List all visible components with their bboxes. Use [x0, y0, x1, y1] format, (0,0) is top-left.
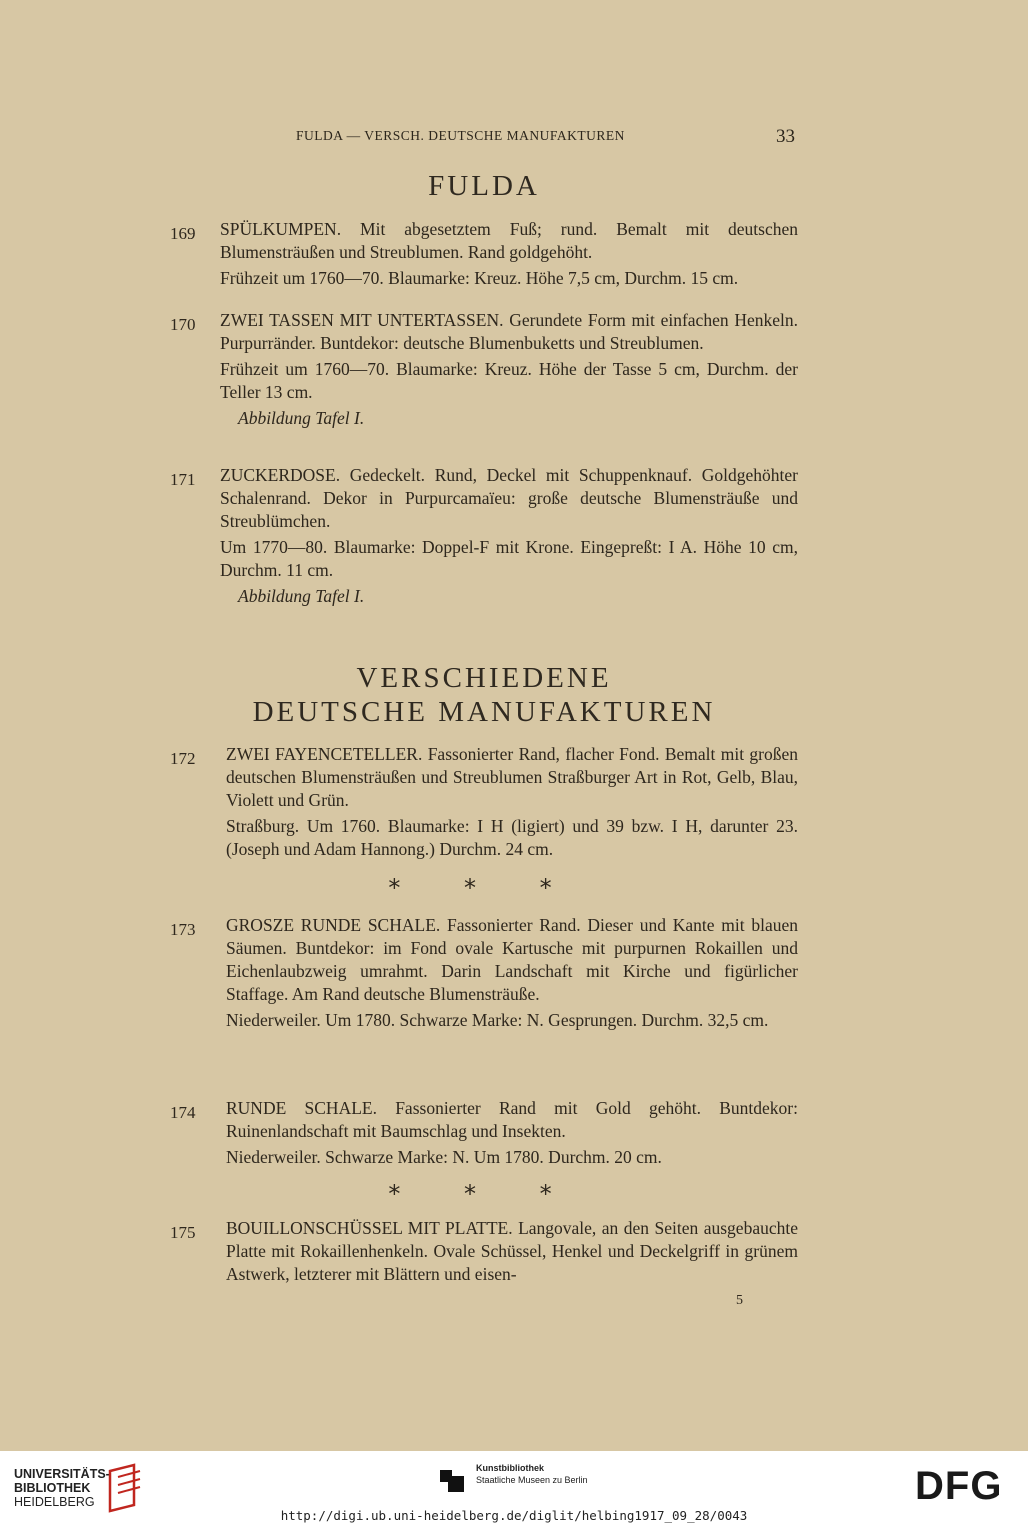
entry-description: SPÜLKUMPEN. Mit abgesetztem Fuß; rund. Bemalt mit deutschen Blumensträußen und Streublumen. Rand goldgehöht.: [220, 219, 798, 262]
catalog-entry: [170, 914, 798, 1032]
entry-details: Frühzeit um 1760—70. Blaumarke: Kreuz. Höhe 7,5 cm, Durchm. 15 cm.: [220, 268, 739, 288]
entry-description: ZWEI FAYENCETELLER. Fassonierter Rand, flacher Fond. Bemalt mit großen deutschen Blumensträußen und Streublumen Straßburger Art in Rot, Gelb, Blau, Violett und Grün.: [226, 744, 798, 810]
entry-illustration-note: Abbildung Tafel I.: [238, 408, 365, 428]
kb-line-1: Kunstbibliothek: [476, 1463, 544, 1473]
catalog-entry: [170, 743, 798, 861]
entry-details: Um 1770—80. Blaumarke: Doppel-F mit Krone. Eingepreßt: I A. Höhe 10 cm, Durchm. 11 cm.: [220, 537, 798, 580]
entry-description: BOUILLONSCHÜSSEL MIT PLATTE. Langovale, an den Seiten ausgebauchte Platte mit Rokaillenhenkeln. Ovale Schüssel, Henkel und Deckelgriff in grünem Astwerk, letzterer mit Blättern und eisen-: [226, 1218, 798, 1284]
entry-number: 175: [170, 1223, 196, 1242]
catalog-entry: [170, 464, 798, 608]
catalog-entry: [170, 309, 798, 430]
section-heading-line2: DEUTSCHE MANUFAKTUREN: [252, 696, 716, 728]
university-library-logo-icon[interactable]: [104, 1463, 144, 1513]
section-heading-line1: VERSCHIEDENE: [356, 662, 612, 694]
entry-number: 174: [170, 1103, 196, 1122]
entry-details: Straßburg. Um 1760. Blaumarke: I H (ligiert) und 39 bzw. I H, darunter 23. (Joseph und Adam Hannong.) Durchm. 24 cm.: [226, 816, 798, 859]
uni-line-3: HEIDELBERG: [14, 1495, 95, 1509]
uni-line-2: BIBLIOTHEK: [14, 1481, 91, 1495]
entry-description: ZWEI TASSEN MIT UNTERTASSEN. Gerundete Form mit einfachen Henkeln. Purpurränder. Buntdekor: deutsche Blumenbuketts und Streublumen.: [220, 310, 798, 353]
entry-number: 170: [170, 315, 196, 334]
entry-details: Frühzeit um 1760—70. Blaumarke: Kreuz. Höhe der Tasse 5 cm, Durchm. der Teller 13 cm.: [220, 359, 798, 402]
entry-number: 172: [170, 749, 196, 768]
uni-line-1: UNIVERSITÄTS-: [14, 1467, 110, 1481]
kunstbibliothek-logo-icon[interactable]: [438, 1466, 468, 1496]
kunstbibliothek-label[interactable]: [476, 1462, 588, 1486]
entry-number: 171: [170, 470, 196, 489]
entry-illustration-note: Abbildung Tafel I.: [238, 586, 365, 606]
entry-description: GROSZE RUNDE SCHALE. Fassonierter Rand. Dieser und Kante mit blauen Säumen. Buntdekor: im Fond ovale Kartusche mit purpurnen Rokaillen und Eichenlaubzweig umrahmt. Darin Landschaft mit Kirche und figürlicher Staffage. Am Rand deutsche Blumensträuße.: [226, 915, 798, 1004]
catalog-entry: [170, 1217, 798, 1286]
running-title: FULDA — VERSCH. DEUTSCHE MANUFAKTUREN: [296, 128, 625, 143]
signature-mark: 5: [736, 1293, 743, 1308]
entry-details: Niederweiler. Schwarze Marke: N. Um 1780. Durchm. 20 cm.: [226, 1147, 662, 1167]
entry-description: RUNDE SCHALE. Fassonierter Rand mit Gold gehöht. Buntdekor: Ruinenlandschaft mit Baumschlag und Insekten.: [226, 1098, 798, 1141]
entry-description: ZUCKERDOSE. Gedeckelt. Rund, Deckel mit Schuppenknauf. Goldgehöhter Schalenrand. Dekor in Purpurcamaïeu: große deutsche Blumensträuße und Streublümchen.: [220, 465, 798, 531]
section-heading-fulda: FULDA: [428, 170, 540, 202]
catalog-entry: [170, 1097, 798, 1169]
kb-line-2: Staatliche Museen zu Berlin: [476, 1475, 588, 1485]
section-separator: * * *: [388, 1180, 580, 1208]
catalog-entry: [170, 218, 798, 290]
section-separator: * * *: [388, 874, 580, 902]
entry-number: 173: [170, 920, 196, 939]
entry-details: Niederweiler. Um 1780. Schwarze Marke: N. Gesprungen. Durchm. 32,5 cm.: [226, 1010, 769, 1030]
page-number: 33: [776, 126, 795, 147]
entry-number: 169: [170, 224, 196, 243]
permalink-url[interactable]: http://digi.ub.uni-heidelberg.de/diglit/helbing1917_09_28/0043: [280, 1508, 748, 1523]
dfg-logo[interactable]: DFG: [915, 1464, 1003, 1508]
university-library-label[interactable]: [14, 1467, 110, 1509]
